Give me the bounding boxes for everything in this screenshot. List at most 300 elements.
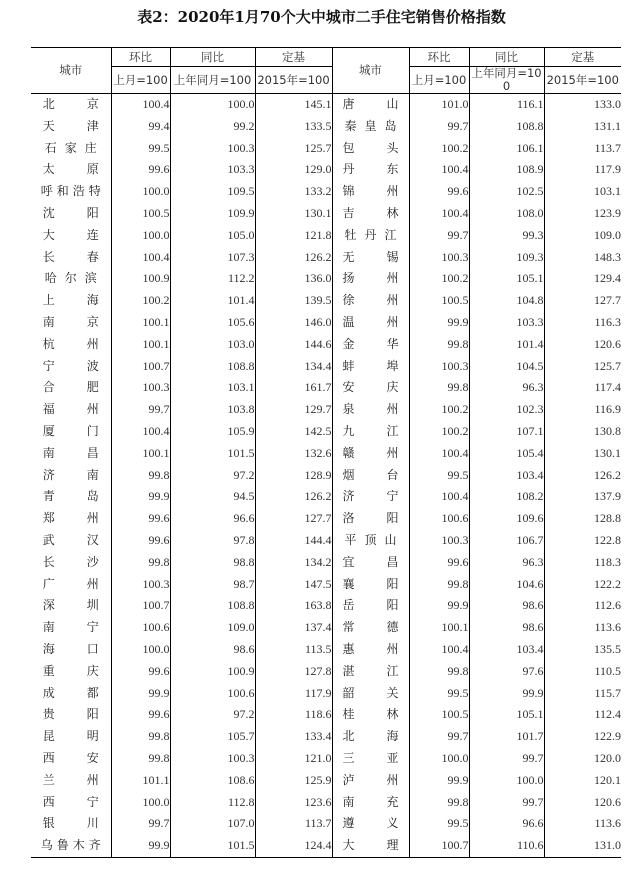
city-label: 蚌埠 — [342, 358, 399, 373]
mom-value-left: 100.1 — [111, 443, 170, 465]
base-value-left: 129.7 — [255, 399, 332, 421]
yoy-subheader-right: 上年同月=100 — [469, 67, 544, 94]
mom-value-left: 100.7 — [111, 595, 170, 617]
city-label: 长春 — [42, 249, 99, 264]
city-label: 西宁 — [42, 794, 99, 809]
city-label: 哈尔滨 — [44, 271, 97, 286]
city-label: 韶关 — [342, 685, 399, 700]
city-name-right — [332, 813, 409, 835]
city-name-left — [31, 399, 111, 421]
mom-value-left: 99.6 — [111, 159, 170, 181]
city-name-left — [31, 116, 111, 138]
city-label: 广州 — [42, 576, 99, 591]
table-row — [31, 835, 621, 857]
yoy-value-left: 98.7 — [170, 574, 255, 596]
table-body — [31, 94, 621, 858]
city-name-left — [31, 748, 111, 770]
mom-value-right: 100.4 — [409, 159, 469, 181]
mom-value-right: 99.7 — [409, 225, 469, 247]
city-label: 石家庄 — [44, 140, 97, 155]
base-value-left: 133.2 — [255, 181, 332, 203]
base-value-right: 131.1 — [544, 116, 621, 138]
base-subheader-right: 2015年=100 — [544, 67, 621, 94]
base-subheader-left: 2015年=100 — [255, 67, 332, 94]
base-value-right: 120.6 — [544, 334, 621, 356]
table-row — [31, 552, 621, 574]
city-label: 太原 — [42, 162, 99, 177]
city-name-left — [31, 443, 111, 465]
table-row — [31, 225, 621, 247]
base-value-left: 139.5 — [255, 290, 332, 312]
city-name-right — [332, 312, 409, 334]
mom-value-right: 100.2 — [409, 421, 469, 443]
base-value-right: 116.9 — [544, 399, 621, 421]
mom-value-right: 99.9 — [409, 770, 469, 792]
table-row — [31, 683, 621, 705]
base-value-left: 134.4 — [255, 356, 332, 378]
city-name-right — [332, 159, 409, 181]
city-label: 九江 — [342, 423, 399, 438]
base-value-left: 127.7 — [255, 508, 332, 530]
city-label: 杭州 — [42, 336, 99, 351]
city-name-left — [31, 94, 111, 116]
table-row — [31, 813, 621, 835]
city-label: 三亚 — [342, 750, 399, 765]
city-label: 兰州 — [42, 772, 99, 787]
city-label: 遵义 — [342, 816, 399, 831]
city-name-left — [31, 290, 111, 312]
city-name-left — [31, 595, 111, 617]
base-value-right: 129.4 — [544, 268, 621, 290]
base-value-right: 133.0 — [544, 94, 621, 116]
mom-value-left: 99.8 — [111, 748, 170, 770]
city-name-left — [31, 334, 111, 356]
city-name-right — [332, 639, 409, 661]
city-name-left — [31, 312, 111, 334]
city-label: 金华 — [342, 336, 399, 351]
base-value-left: 132.6 — [255, 443, 332, 465]
mom-value-right: 100.2 — [409, 399, 469, 421]
mom-value-left: 99.8 — [111, 726, 170, 748]
base-value-right: 113.7 — [544, 138, 621, 160]
mom-value-left: 100.5 — [111, 203, 170, 225]
base-value-left: 163.8 — [255, 595, 332, 617]
base-value-left: 121.0 — [255, 748, 332, 770]
yoy-value-right: 103.3 — [469, 312, 544, 334]
city-name-left — [31, 377, 111, 399]
yoy-value-left: 103.1 — [170, 377, 255, 399]
yoy-value-left: 100.3 — [170, 138, 255, 160]
yoy-value-left: 107.0 — [170, 813, 255, 835]
mom-value-right: 99.7 — [409, 116, 469, 138]
city-label: 南京 — [42, 314, 99, 329]
city-label: 银川 — [42, 816, 99, 831]
yoy-value-right: 108.8 — [469, 116, 544, 138]
city-name-right — [332, 574, 409, 596]
mom-value-left: 99.7 — [111, 813, 170, 835]
yoy-value-left: 108.6 — [170, 770, 255, 792]
yoy-value-right: 97.6 — [469, 661, 544, 683]
city-label: 贵阳 — [42, 707, 99, 722]
yoy-header-left: 同比 — [170, 48, 255, 67]
yoy-value-left: 101.5 — [170, 443, 255, 465]
city-label: 丹东 — [342, 162, 399, 177]
city-label: 包头 — [342, 140, 399, 155]
city-label: 岳阳 — [342, 598, 399, 613]
yoy-value-right: 103.4 — [469, 639, 544, 661]
yoy-value-left: 105.7 — [170, 726, 255, 748]
city-name-right — [332, 443, 409, 465]
yoy-value-right: 105.4 — [469, 443, 544, 465]
mom-value-left: 99.6 — [111, 508, 170, 530]
mom-value-left: 101.1 — [111, 770, 170, 792]
base-value-right: 116.3 — [544, 312, 621, 334]
base-value-left: 123.6 — [255, 792, 332, 814]
city-name-right — [332, 268, 409, 290]
base-value-left: 113.7 — [255, 813, 332, 835]
yoy-value-right: 104.5 — [469, 356, 544, 378]
base-value-left: 146.0 — [255, 312, 332, 334]
city-name-left — [31, 486, 111, 508]
mom-value-left: 99.7 — [111, 399, 170, 421]
mom-value-right: 100.4 — [409, 443, 469, 465]
city-name-left — [31, 639, 111, 661]
city-name-left — [31, 138, 111, 160]
city-label: 大理 — [342, 838, 399, 853]
table-row — [31, 268, 621, 290]
mom-value-right: 99.5 — [409, 813, 469, 835]
mom-header-right: 环比 — [409, 48, 469, 67]
yoy-value-left: 97.2 — [170, 704, 255, 726]
base-value-left: 147.5 — [255, 574, 332, 596]
mom-value-right: 100.4 — [409, 639, 469, 661]
mom-value-left: 99.9 — [111, 683, 170, 705]
city-name-left — [31, 508, 111, 530]
yoy-value-left: 98.8 — [170, 552, 255, 574]
yoy-value-right: 96.6 — [469, 813, 544, 835]
city-name-right — [332, 377, 409, 399]
mom-value-right: 100.0 — [409, 748, 469, 770]
base-value-right: 113.6 — [544, 813, 621, 835]
city-name-left — [31, 617, 111, 639]
city-header-right: 城市 — [332, 48, 409, 94]
base-value-right: 125.7 — [544, 356, 621, 378]
base-value-right: 103.1 — [544, 181, 621, 203]
city-label: 济宁 — [342, 489, 399, 504]
city-label: 西安 — [42, 750, 99, 765]
mom-subheader-right: 上月=100 — [409, 67, 469, 94]
mom-value-right: 99.7 — [409, 726, 469, 748]
base-value-left: 136.0 — [255, 268, 332, 290]
city-name-right — [332, 247, 409, 269]
mom-value-right: 100.3 — [409, 356, 469, 378]
yoy-value-right: 110.6 — [469, 835, 544, 857]
mom-value-left: 99.6 — [111, 704, 170, 726]
city-name-right — [332, 683, 409, 705]
base-value-left: 128.9 — [255, 465, 332, 487]
mom-value-right: 99.5 — [409, 465, 469, 487]
base-value-left: 127.8 — [255, 661, 332, 683]
city-label: 宜昌 — [342, 554, 399, 569]
mom-value-left: 100.7 — [111, 356, 170, 378]
mom-value-right: 100.3 — [409, 530, 469, 552]
yoy-value-left: 112.2 — [170, 268, 255, 290]
table-row — [31, 116, 621, 138]
table-row — [31, 661, 621, 683]
table-row — [31, 486, 621, 508]
base-header-left: 定基 — [255, 48, 332, 67]
base-value-right: 126.2 — [544, 465, 621, 487]
city-label: 温州 — [342, 314, 399, 329]
mom-value-right: 99.6 — [409, 181, 469, 203]
yoy-value-right: 96.3 — [469, 552, 544, 574]
yoy-value-left: 109.0 — [170, 617, 255, 639]
city-name-right — [332, 421, 409, 443]
base-value-left: 125.7 — [255, 138, 332, 160]
mom-value-right: 99.5 — [409, 683, 469, 705]
yoy-value-left: 101.4 — [170, 290, 255, 312]
city-name-left — [31, 770, 111, 792]
mom-value-right: 100.5 — [409, 704, 469, 726]
mom-value-left: 100.4 — [111, 247, 170, 269]
city-label: 湛江 — [342, 663, 399, 678]
table-row — [31, 508, 621, 530]
mom-header-left: 环比 — [111, 48, 170, 67]
mom-value-left: 99.9 — [111, 486, 170, 508]
base-value-right: 123.9 — [544, 203, 621, 225]
yoy-value-left: 109.9 — [170, 203, 255, 225]
city-name-right — [332, 835, 409, 857]
base-value-right: 120.1 — [544, 770, 621, 792]
mom-value-left: 100.3 — [111, 574, 170, 596]
table-row — [31, 748, 621, 770]
city-label: 唐山 — [342, 97, 399, 111]
city-name-left — [31, 552, 111, 574]
table-row — [31, 465, 621, 487]
yoy-value-right: 108.0 — [469, 203, 544, 225]
city-label: 桂林 — [342, 707, 399, 722]
city-name-right — [332, 334, 409, 356]
base-value-left: 126.2 — [255, 247, 332, 269]
base-value-left: 125.9 — [255, 770, 332, 792]
city-label: 呼和浩特 — [40, 184, 101, 199]
base-value-right: 113.6 — [544, 617, 621, 639]
yoy-value-right: 99.7 — [469, 792, 544, 814]
yoy-value-right: 109.6 — [469, 508, 544, 530]
city-label: 徐州 — [342, 293, 399, 308]
city-label: 洛阳 — [342, 511, 399, 526]
mom-value-left: 99.8 — [111, 552, 170, 574]
mom-value-left: 99.9 — [111, 835, 170, 857]
city-label: 惠州 — [342, 641, 399, 656]
table-row — [31, 595, 621, 617]
base-value-right: 131.0 — [544, 835, 621, 857]
table-title: 表2：2020年1月70个大中城市二手住宅销售价格指数 — [137, 8, 506, 26]
city-name-right — [332, 399, 409, 421]
base-value-right: 115.7 — [544, 683, 621, 705]
base-value-left: 133.4 — [255, 726, 332, 748]
yoy-value-left: 100.6 — [170, 683, 255, 705]
yoy-value-right: 99.7 — [469, 748, 544, 770]
city-label: 成都 — [42, 685, 99, 700]
base-value-right: 120.0 — [544, 748, 621, 770]
base-value-left: 144.4 — [255, 530, 332, 552]
base-value-left: 134.2 — [255, 552, 332, 574]
mom-value-right: 100.4 — [409, 486, 469, 508]
base-value-right: 122.2 — [544, 574, 621, 596]
mom-value-left: 100.9 — [111, 268, 170, 290]
mom-value-right: 99.9 — [409, 312, 469, 334]
city-name-right — [332, 356, 409, 378]
yoy-value-right: 105.1 — [469, 268, 544, 290]
city-name-right — [332, 181, 409, 203]
mom-value-right: 99.8 — [409, 661, 469, 683]
mom-value-left: 100.0 — [111, 639, 170, 661]
city-label: 重庆 — [42, 663, 99, 678]
city-label: 沈阳 — [42, 205, 99, 220]
mom-value-left: 100.4 — [111, 94, 170, 116]
mom-subheader-left: 上月=100 — [111, 67, 170, 94]
city-label: 锦州 — [342, 184, 399, 199]
city-label: 秦皇岛 — [344, 118, 397, 133]
city-name-right — [332, 770, 409, 792]
yoy-value-left: 94.5 — [170, 486, 255, 508]
mom-value-right: 100.1 — [409, 617, 469, 639]
yoy-value-right: 103.4 — [469, 465, 544, 487]
base-value-right: 130.1 — [544, 443, 621, 465]
city-name-right — [332, 748, 409, 770]
city-name-left — [31, 661, 111, 683]
city-name-left — [31, 683, 111, 705]
mom-value-left: 99.5 — [111, 138, 170, 160]
city-name-right — [332, 508, 409, 530]
city-label: 南昌 — [42, 445, 99, 460]
base-value-right: 148.3 — [544, 247, 621, 269]
city-name-right — [332, 792, 409, 814]
city-label: 天津 — [42, 118, 99, 133]
mom-value-right: 99.6 — [409, 552, 469, 574]
table-row — [31, 792, 621, 814]
yoy-value-right: 102.5 — [469, 181, 544, 203]
mom-value-right: 100.7 — [409, 835, 469, 857]
city-label: 合肥 — [42, 380, 99, 395]
city-label: 南宁 — [42, 620, 99, 635]
city-label: 赣州 — [342, 445, 399, 460]
yoy-value-right: 107.1 — [469, 421, 544, 443]
yoy-value-right: 106.1 — [469, 138, 544, 160]
yoy-value-right: 96.3 — [469, 377, 544, 399]
yoy-value-right: 101.7 — [469, 726, 544, 748]
yoy-value-right: 100.0 — [469, 770, 544, 792]
yoy-subheader-left: 上年同月=100 — [170, 67, 255, 94]
yoy-value-left: 103.8 — [170, 399, 255, 421]
base-value-right: 120.6 — [544, 792, 621, 814]
city-name-right — [332, 203, 409, 225]
base-value-left: 145.1 — [255, 94, 332, 116]
city-name-left — [31, 835, 111, 857]
base-value-right: 128.8 — [544, 508, 621, 530]
city-name-left — [31, 247, 111, 269]
base-value-right: 109.0 — [544, 225, 621, 247]
city-name-right — [332, 704, 409, 726]
yoy-value-left: 98.6 — [170, 639, 255, 661]
city-name-right — [332, 465, 409, 487]
base-value-right: 110.5 — [544, 661, 621, 683]
city-label: 泉州 — [342, 402, 399, 417]
city-header-left: 城市 — [31, 48, 111, 94]
city-label: 长沙 — [42, 554, 99, 569]
yoy-value-right: 104.8 — [469, 290, 544, 312]
city-label: 乌鲁木齐 — [40, 838, 101, 853]
table-row — [31, 94, 621, 116]
city-label: 郑州 — [42, 511, 99, 526]
yoy-value-left: 108.8 — [170, 595, 255, 617]
base-value-left: 118.6 — [255, 704, 332, 726]
yoy-value-right: 108.2 — [469, 486, 544, 508]
table-row — [31, 138, 621, 160]
table-row — [31, 399, 621, 421]
city-name-right — [332, 94, 409, 116]
base-value-right: 112.6 — [544, 595, 621, 617]
base-value-left: 133.5 — [255, 116, 332, 138]
yoy-value-left: 105.6 — [170, 312, 255, 334]
mom-value-left: 99.6 — [111, 661, 170, 683]
table-row — [31, 247, 621, 269]
mom-value-left: 100.4 — [111, 421, 170, 443]
city-name-left — [31, 225, 111, 247]
yoy-value-right: 116.1 — [469, 94, 544, 116]
city-label: 北海 — [342, 729, 399, 744]
city-label: 牡丹江 — [344, 227, 397, 242]
city-label: 深圳 — [42, 598, 99, 613]
yoy-value-left: 96.6 — [170, 508, 255, 530]
base-value-left: 113.5 — [255, 639, 332, 661]
city-label: 厦门 — [42, 423, 99, 438]
city-label: 烟台 — [342, 467, 399, 482]
yoy-value-left: 103.0 — [170, 334, 255, 356]
city-name-right — [332, 552, 409, 574]
table-row — [31, 617, 621, 639]
city-name-left — [31, 159, 111, 181]
yoy-value-right: 98.6 — [469, 595, 544, 617]
city-label: 青岛 — [42, 489, 99, 504]
city-name-left — [31, 726, 111, 748]
city-name-right — [332, 116, 409, 138]
city-name-right — [332, 595, 409, 617]
city-name-right — [332, 290, 409, 312]
city-label: 上海 — [42, 293, 99, 308]
table-row — [31, 377, 621, 399]
city-name-left — [31, 203, 111, 225]
yoy-value-right: 99.3 — [469, 225, 544, 247]
yoy-value-left: 97.2 — [170, 465, 255, 487]
table-row — [31, 356, 621, 378]
city-name-left — [31, 792, 111, 814]
base-value-left: 121.8 — [255, 225, 332, 247]
mom-value-left: 100.1 — [111, 334, 170, 356]
city-name-left — [31, 421, 111, 443]
yoy-value-right: 101.4 — [469, 334, 544, 356]
table-row — [31, 203, 621, 225]
table-row — [31, 530, 621, 552]
city-label: 福州 — [42, 402, 99, 417]
yoy-value-right: 102.3 — [469, 399, 544, 421]
table-row — [31, 334, 621, 356]
mom-value-left: 100.0 — [111, 792, 170, 814]
city-label: 泸州 — [342, 772, 399, 787]
base-value-right: 122.9 — [544, 726, 621, 748]
base-value-left: 124.4 — [255, 835, 332, 857]
